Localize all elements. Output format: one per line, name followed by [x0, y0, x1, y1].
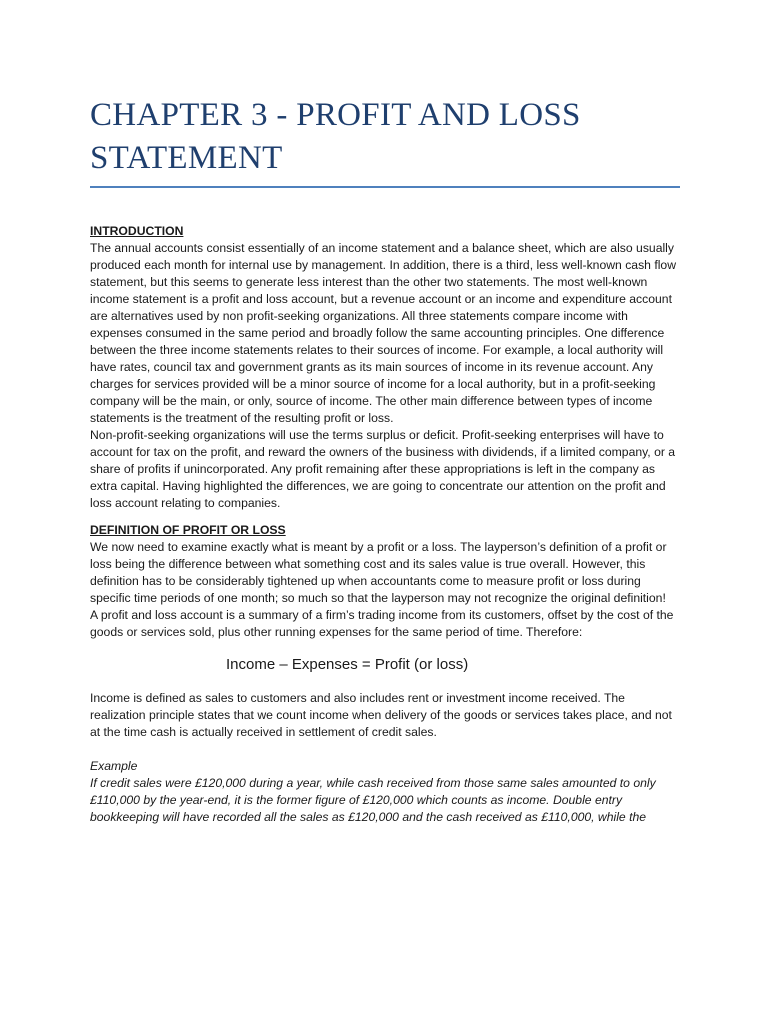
introduction-paragraph-1: The annual accounts consist essentially of an income statement and a balance sheet, which are also usually produced each month for internal use by management. In addition, there is a third, less well-known cash flow statement, but this seems to generate less interest than the other two statements. The most well-known income statement is a profit and loss account, but a revenue account or an income and expenditure account are alternatives used by non profit-seeking organizations. All three statements compare income with expenses consumed in the same period and broadly follow the same accounting principles. One difference between the three income statements relates to their sources of income. For example, a local authority will have rates, council tax and government grants as its main sources of income in its revenue account. Any charges for services provided will be a minor source of income for a local authority, but in a profit-seeking company will be the main, or only, source of income. The other main difference between types of income statements is the treatment of the resulting profit or loss. [90, 241, 676, 425]
introduction-heading: INTRODUCTION [90, 224, 184, 238]
income-definition-paragraph: Income is defined as sales to customers and also includes rent or investment income received. The realization principle states that we count income when delivery of the goods or services takes place, and not at the time cash is actually received in settlement of credit sales. [90, 691, 672, 739]
page-title: CHAPTER 3 - PROFIT AND LOSS STATEMENT [90, 97, 581, 176]
title-divider [90, 186, 680, 188]
definition-heading: DEFINITION OF PROFIT OR LOSS [90, 523, 286, 537]
profit-formula: Income – Expenses = Profit (or loss) [226, 656, 469, 673]
definition-paragraph-1: We now need to examine exactly what is meant by a profit or a loss. The layperson’s definition of a profit or loss being the difference between what something cost and its sales value is true overall. However, this definition has to be considerably tightened up when accountants come to measure profit or loss during specific time periods of one month; so much so that the layperson may not recognize the original definition! [90, 540, 667, 605]
definition-paragraph-2: A profit and loss account is a summary of a firm’s trading income from its customers, offset by the cost of the goods or services sold, plus other running expenses for the same period of time. Therefore: [90, 608, 674, 639]
example-text: If credit sales were £120,000 during a year, while cash received from those same sales amounted to only £110,000 by the year-end, it is the former figure of £120,000 which counts as income. Double entry bookkeeping will have recorded all the sales as £120,000 and the cash received as £110,000, while the [90, 776, 656, 824]
example-label: Example [90, 759, 138, 773]
introduction-paragraph-2: Non-profit-seeking organizations will use the terms surplus or deficit. Profit-seeking enterprises will have to account for tax on the profit, and reward the owners of the business with dividends, if a limited company, or a share of profits if unincorporated. Any profit remaining after these appropriations is left in the company as extra capital. Having highlighted the differences, we are going to concentrate our attention on the profit and loss account relating to companies. [90, 428, 676, 510]
